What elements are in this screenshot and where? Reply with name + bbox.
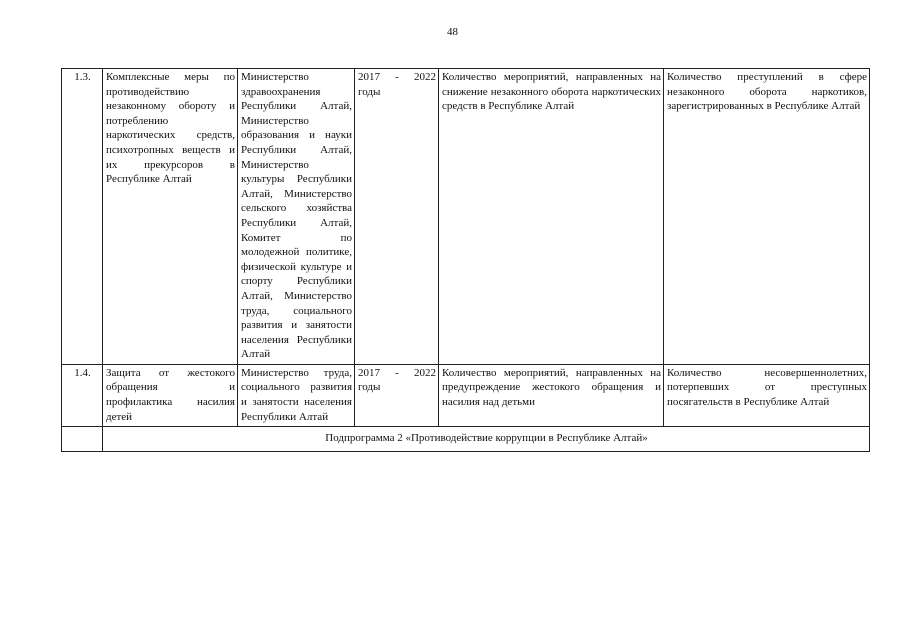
final-indicator-cell: Количество несовершеннолетних, потерпевших от преступных посягательств в Республике Алтай: [664, 364, 870, 426]
executors-cell: Министерство труда, социального развития и занятости населения Республики Алтай: [238, 364, 355, 426]
subprogram-title: Подпрограмма 2 «Противодействие коррупции в Республике Алтай»: [103, 427, 870, 452]
period-cell: 2017 - 2022 годы: [355, 364, 439, 426]
table-row-subprogram: [62, 427, 870, 452]
executors-cell: Министерство здравоохранения Республики Алтай, Министерство образования и науки Республики Алтай, Министерство культуры Республики Алтай, Министерство сельского хозяйства Республики Алтай, Комитет по молодежной политике, физической культуре и спорту Республики Алтай, Министерство труда, социального развития и занятости населения Республики Алтай: [238, 69, 355, 365]
empty-number-cell: [62, 427, 103, 452]
final-indicator-cell: Количество преступлений в сфере незаконного оборота наркотиков, зарегистрированных в Республике Алтай: [664, 69, 870, 365]
table-row-1-4: [62, 364, 870, 426]
period-cell: 2017 - 2022 годы: [355, 69, 439, 365]
row-number: 1.4.: [62, 364, 103, 426]
program-table: [61, 68, 870, 452]
page-number: 48: [447, 26, 458, 38]
row-number: 1.3.: [62, 69, 103, 365]
direct-indicator-cell: Количество мероприятий, направленных на снижение незаконного оборота наркотических средств в Республике Алтай: [439, 69, 664, 365]
direct-indicator-cell: Количество мероприятий, направленных на предупреждение жестокого обращения и насилия над детьми: [439, 364, 664, 426]
table-row-1-3: [62, 69, 870, 365]
activity-cell: Комплексные меры по противодействию незаконному обороту и потреблению наркотических средств, психотропных веществ и их прекурсоров в Республике Алтай: [103, 69, 238, 365]
activity-cell: Защита от жестокого обращения и профилактика насилия детей: [103, 364, 238, 426]
